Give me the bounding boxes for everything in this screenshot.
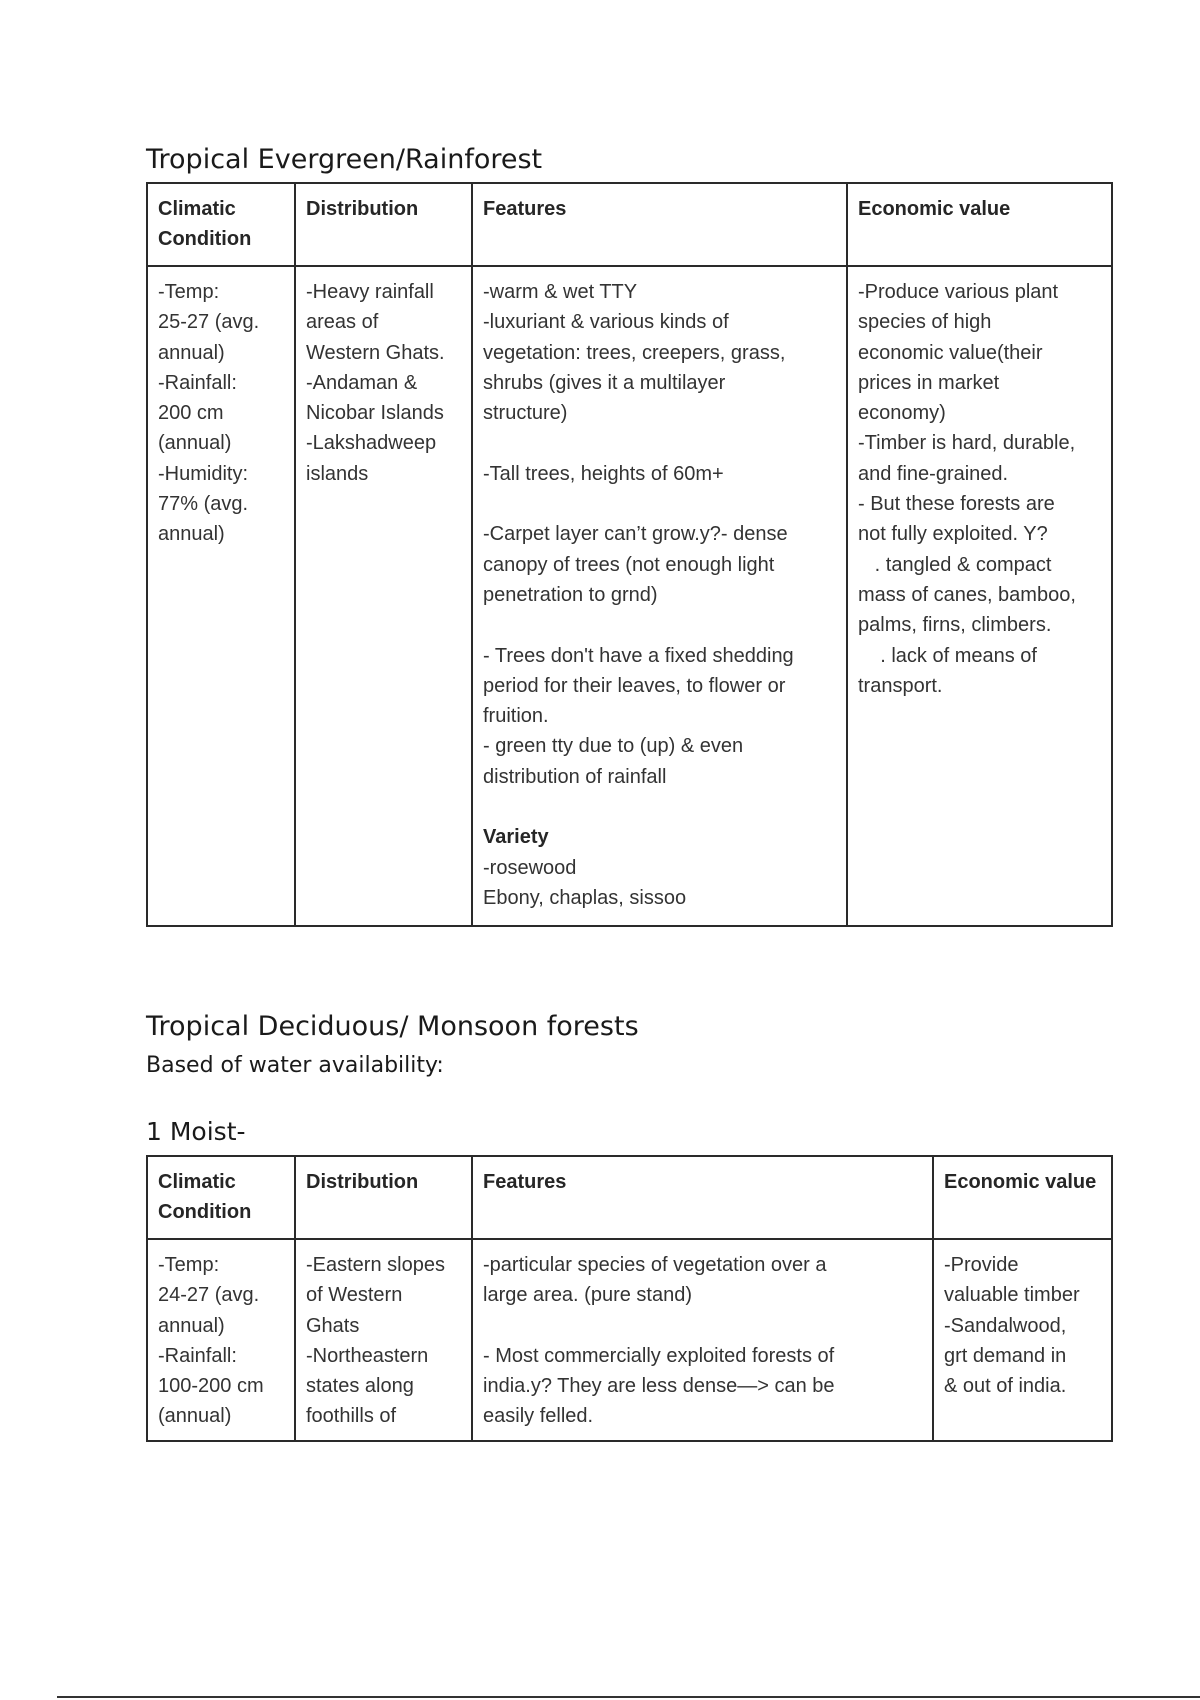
cell-line: economic value(their [858, 341, 1043, 364]
cell-line: -Andaman & [306, 371, 418, 394]
cell-line: structure) [483, 402, 568, 425]
cell-features [472, 1239, 933, 1441]
cell-line: -Northeastern [306, 1344, 429, 1367]
section-title-evergreen: Tropical Evergreen/Rainforest [146, 144, 543, 175]
moist-table [146, 1155, 1113, 1442]
cell-line: -Rainfall: [158, 1344, 237, 1367]
table-header-row [147, 183, 1112, 266]
cell-line: -particular species of vegetation over a [483, 1254, 827, 1276]
cell-line: grt demand in [944, 1344, 1067, 1367]
header-features: Features [472, 1156, 933, 1239]
cell-line: states along [306, 1375, 414, 1398]
variety-label: Variety [483, 826, 549, 849]
cell-line: - Most commercially exploited forests of [483, 1344, 835, 1367]
cell-line: annual) [158, 1314, 225, 1337]
cell-line: -Timber is hard, durable, [858, 432, 1076, 455]
cell-economic [847, 266, 1112, 926]
cell-line: -rosewood [483, 856, 577, 879]
cell-line: annual) [158, 523, 225, 546]
cell-line: easily felled. [483, 1405, 594, 1428]
cell-line: period for their leaves, to flower or [483, 674, 786, 697]
cell-line: 25-27 (avg. [158, 311, 260, 334]
cell-economic [933, 1239, 1112, 1441]
cell-line: -Rainfall: [158, 371, 237, 394]
header-climatic: Climatic Condition [147, 183, 295, 266]
cell-line: -Lakshadweep [306, 432, 437, 455]
cell-line: -Produce various plant [858, 281, 1059, 303]
cell-line: islands [306, 462, 369, 485]
cell-line: foothills of [306, 1405, 397, 1428]
cell-features [472, 266, 847, 926]
cell-line: 100-200 cm [158, 1375, 264, 1398]
cell-distribution [295, 266, 472, 926]
cell-line: distribution of rainfall [483, 765, 667, 788]
cell-line: and fine-grained. [858, 462, 1009, 485]
cell-line: not fully exploited. Y? [858, 523, 1048, 546]
cell-line: 24-27 (avg. [158, 1284, 260, 1307]
cell-line [483, 792, 837, 822]
cell-line: economy) [858, 402, 946, 425]
cell-line: . lack of means of [858, 644, 1037, 667]
cell-line: -Humidity: [158, 462, 249, 485]
page-bottom-rule [57, 1696, 1200, 1698]
table-row [147, 266, 1112, 926]
cell-line: . tangled & compact [858, 553, 1052, 576]
cell-line: large area. (pure stand) [483, 1284, 693, 1307]
cell-line: species of high [858, 311, 992, 334]
cell-line: mass of canes, bamboo, [858, 583, 1076, 606]
evergreen-table [146, 182, 1113, 927]
cell-line: & out of india. [944, 1375, 1067, 1398]
cell-distribution [295, 1239, 472, 1441]
cell-line: Nicobar Islands [306, 402, 444, 425]
cell-line: -Eastern slopes [306, 1254, 445, 1276]
cell-line: valuable timber [944, 1284, 1080, 1307]
cell-line: (annual) [158, 432, 232, 455]
section-subtitle: Based of water availability: [146, 1053, 444, 1078]
cell-line: -Temp: [158, 1254, 220, 1276]
cell-line: -Tall trees, heights of 60m+ [483, 462, 724, 485]
cell-line: -luxuriant & various kinds of [483, 311, 729, 334]
cell-line [483, 610, 837, 640]
cell-line: areas of [306, 311, 379, 334]
cell-line: - But these forests are [858, 493, 1055, 516]
cell-line: -Sandalwood, [944, 1314, 1067, 1337]
cell-line: - green tty due to (up) & even [483, 735, 744, 758]
cell-line [483, 1311, 923, 1341]
cell-line [483, 428, 837, 458]
table-header-row [147, 1156, 1112, 1239]
cell-line: penetration to grnd) [483, 583, 658, 606]
header-distribution: Distribution [295, 183, 472, 266]
cell-climatic [147, 266, 295, 926]
cell-line: Ghats [306, 1314, 360, 1337]
cell-line: palms, firns, climbers. [858, 614, 1052, 637]
cell-line: annual) [158, 341, 225, 364]
subsection-title-moist: 1 Moist- [146, 1117, 246, 1146]
cell-line: -Heavy rainfall [306, 281, 434, 303]
cell-line: fruition. [483, 705, 549, 728]
header-economic: Economic value [847, 183, 1112, 266]
cell-line: (annual) [158, 1405, 232, 1428]
header-features: Features [472, 183, 847, 266]
cell-line: -Carpet layer can’t grow.y?- dense [483, 523, 788, 546]
cell-line: prices in market [858, 371, 1000, 394]
table-row [147, 1239, 1112, 1441]
cell-line: india.y? They are less dense—> can be [483, 1375, 835, 1398]
cell-line: of Western [306, 1284, 403, 1307]
cell-line: shrubs (gives it a multilayer [483, 371, 726, 394]
cell-line [483, 489, 837, 519]
cell-line: -Provide [944, 1254, 1019, 1276]
cell-line: Western Ghats. [306, 341, 445, 364]
cell-line: -warm & wet TTY [483, 281, 638, 303]
cell-line: -Temp: [158, 281, 220, 303]
cell-line: canopy of trees (not enough light [483, 553, 775, 576]
header-economic: Economic value [933, 1156, 1112, 1239]
section-title-deciduous: Tropical Deciduous/ Monsoon forests [146, 1011, 639, 1042]
cell-line: vegetation: trees, creepers, grass, [483, 341, 786, 364]
header-climatic: Climatic Condition [147, 1156, 295, 1239]
header-distribution: Distribution [295, 1156, 472, 1239]
cell-line: 200 cm [158, 402, 224, 425]
cell-climatic [147, 1239, 295, 1441]
cell-line: - Trees don't have a fixed shedding [483, 644, 794, 667]
cell-line: 77% (avg. [158, 493, 249, 516]
cell-line: transport. [858, 674, 943, 697]
cell-line: Ebony, chaplas, sissoo [483, 886, 687, 909]
